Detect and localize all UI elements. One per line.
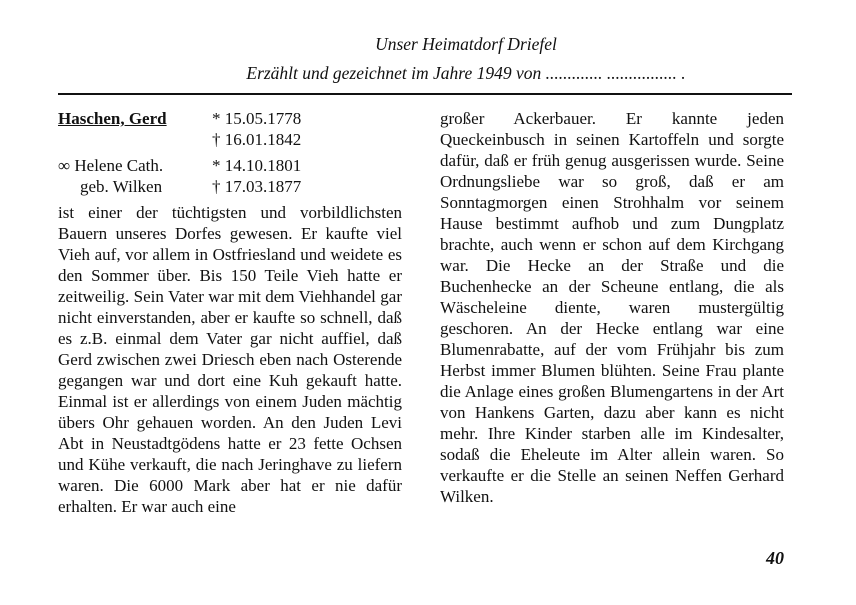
person-line-2 bbox=[58, 129, 402, 150]
page-subtitle: Erzählt und gezeichnet im Jahre 1949 von ............. ................ . bbox=[246, 63, 686, 83]
person-name: Haschen, Gerd bbox=[58, 109, 167, 128]
death-date: † 16.01.1842 bbox=[212, 130, 302, 149]
header-rule bbox=[58, 93, 792, 95]
spouse-maiden-name: geb. Wilken bbox=[80, 177, 163, 196]
left-column bbox=[58, 108, 402, 517]
page-title: Unser Heimatdorf Driefel bbox=[375, 34, 557, 54]
right-column bbox=[440, 108, 784, 507]
spouse-line-2 bbox=[58, 176, 402, 197]
birth-date: * 15.05.1778 bbox=[212, 109, 302, 128]
spouse-line-1 bbox=[58, 155, 402, 176]
right-body-text: großer Ackerbauer. Er kannte jeden Queckeinbusch in seinen Kartoffeln und sorgte dafür, daß er früh genug ausgerissen wurde. Seine Ordnungsliebe war so groß, daß er am Sonntagmorgen einen Strohhalm vor seinem Hause bestimmt aufhob und zum Dungplatz brachte, auch wenn er schon auf dem Kirchgang war. Die Hecke an der Straße und die Buchenhecke an der Scheune entlang, die als Wäscheleine diente, waren mustergültig geschoren. An der Hecke entlang war eine Blumenrabatte, auf der vom Frühjahr bis zum Herbst immer Blumen blühten. Seine Frau plante die Anlage eines großen Blumengartens in der Art von Hankens Garten, dazu aber kann es nicht mehr. Ihre Kinder starben alle im Kindesalter, sodaß die Eheleute im Alter allein waren. So verkaufte er die Stelle an seinen Neffen Gerhard Wilken. bbox=[440, 109, 784, 506]
spouse-birth-date: * 14.10.1801 bbox=[212, 156, 302, 175]
spouse-name: ∞ Helene Cath. bbox=[58, 156, 164, 175]
person-line-1 bbox=[58, 108, 402, 129]
left-body-text: ist einer der tüchtigsten und vorbildlichsten Bauern unseres Dorfes gewesen. Er kaufte viel Vieh auf, vor allem in Ostfriesland und weidete es den Sommer über. Bis 150 Teile Vieh hatte er zeitweilig. Sein Vater war mit dem Viehhandel gar nicht einverstanden, aber er kaufte so schnell, daß es z.B. einmal dem Vater gar nicht auffiel, daß Gerd zwischen zwei Driesch eben nach Osterende gegangen war und dort eine Kuh gekauft hatte. Einmal ist er allerdings von einem Juden mächtig übers Ohr gehauen worden. An den Juden Levi Abt in Neustadtgödens hatte er 23 fette Ochsen und Kühe verkauft, die nach Jeringhave zu liefern waren. Die 6000 Mark aber hat er nie dafür erhalten. Er war auch eine bbox=[58, 203, 402, 516]
spouse-death-date: † 17.03.1877 bbox=[212, 177, 302, 196]
page-number: 40 bbox=[766, 548, 784, 568]
